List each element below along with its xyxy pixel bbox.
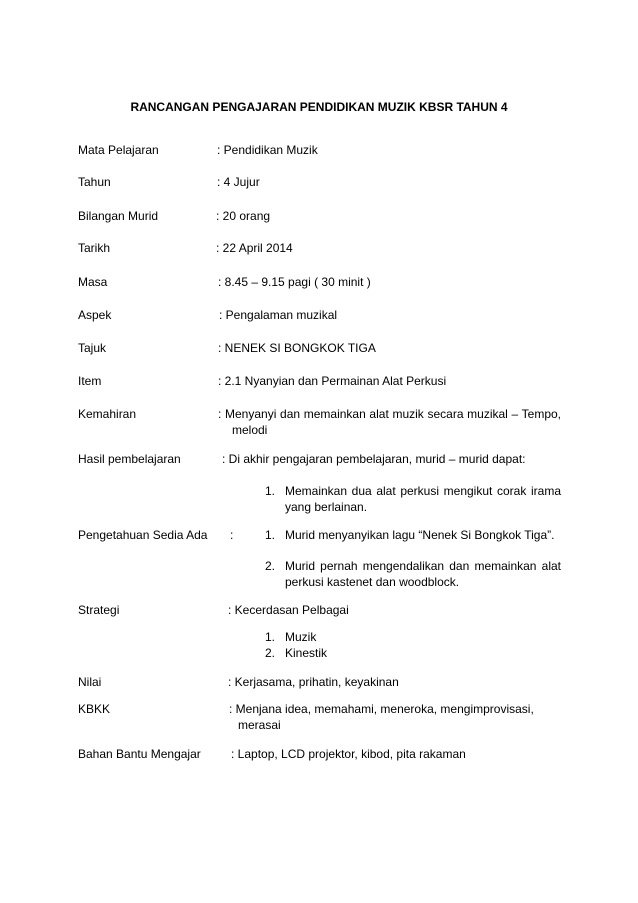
label-item: Item — [78, 374, 102, 388]
value-masa: : 8.45 – 9.15 pagi ( 30 minit ) — [218, 275, 371, 289]
strategi-item1-number: 1. — [265, 630, 276, 644]
document-title: RANCANGAN PENGAJARAN PENDIDIKAN MUZIK KBSR TAHUN 4 — [130, 100, 508, 114]
value-bahan-bantu-mengajar: : Laptop, LCD projektor, kibod, pita rakaman — [231, 747, 466, 761]
pengetahuan-item2-line1: Murid pernah mengendalikan dan memainkan alat — [285, 559, 561, 573]
pengetahuan-colon: : — [230, 528, 234, 542]
value-item: : 2.1 Nyanyian dan Permainan Alat Perkusi — [218, 374, 447, 388]
value-kbkk-line2: merasai — [238, 718, 281, 732]
value-tajuk: : NENEK SI BONGKOK TIGA — [218, 341, 376, 355]
value-kemahiran-line1: : Menyanyi dan memainkan alat muzik secara muzikal – Tempo, — [218, 407, 561, 421]
pengetahuan-item2-number: 2. — [265, 559, 276, 573]
label-masa: Masa — [78, 275, 108, 289]
value-hasil-pembelajaran: : Di akhir pengajaran pembelajaran, murid – murid dapat: — [222, 452, 526, 466]
label-aspek: Aspek — [78, 308, 112, 322]
hasil-item1-line2: yang berlainan. — [285, 500, 368, 514]
value-mata-pelajaran: : Pendidikan Muzik — [217, 143, 318, 157]
value-bilangan-murid: : 20 orang — [216, 209, 271, 223]
strategi-item2-number: 2. — [265, 646, 276, 660]
value-kbkk-line1: : Menjana idea, memahami, meneroka, mengimprovisasi, — [229, 702, 534, 716]
label-bilangan-murid: Bilangan Murid — [78, 209, 159, 223]
label-kbkk: KBKK — [78, 702, 111, 716]
value-kemahiran-line2: melodi — [232, 423, 268, 437]
value-nilai: : Kerjasama, prihatin, keyakinan — [228, 675, 399, 689]
label-bahan-bantu-mengajar: Bahan Bantu Mengajar — [78, 747, 201, 761]
value-tahun: : 4 Jujur — [217, 175, 260, 189]
label-mata-pelajaran: Mata Pelajaran — [78, 143, 159, 157]
hasil-item1-line1: Memainkan dua alat perkusi mengikut corak irama — [285, 484, 561, 498]
pengetahuan-item1-text: Murid menyanyikan lagu “Nenek Si Bongkok Tiga”. — [285, 528, 555, 542]
value-tarikh: : 22 April 2014 — [216, 241, 293, 255]
value-aspek: : Pengalaman muzikal — [219, 308, 338, 322]
pengetahuan-item2-line2: perkusi kastenet dan woodblock. — [285, 575, 460, 589]
label-tahun: Tahun — [78, 175, 111, 189]
strategi-item1-text: Muzik — [285, 630, 317, 644]
label-strategi: Strategi — [78, 603, 120, 617]
label-pengetahuan-sedia-ada: Pengetahuan Sedia Ada — [78, 528, 208, 542]
label-nilai: Nilai — [78, 675, 102, 689]
label-hasil-pembelajaran: Hasil pembelajaran — [78, 452, 181, 466]
label-tajuk: Tajuk — [78, 341, 107, 355]
value-strategi: : Kecerdasan Pelbagai — [228, 603, 349, 617]
label-kemahiran: Kemahiran — [78, 407, 137, 421]
pengetahuan-item1-number: 1. — [265, 528, 276, 542]
strategi-item2-text: Kinestik — [285, 646, 328, 660]
label-tarikh: Tarikh — [78, 241, 111, 255]
hasil-item1-number: 1. — [265, 484, 276, 498]
